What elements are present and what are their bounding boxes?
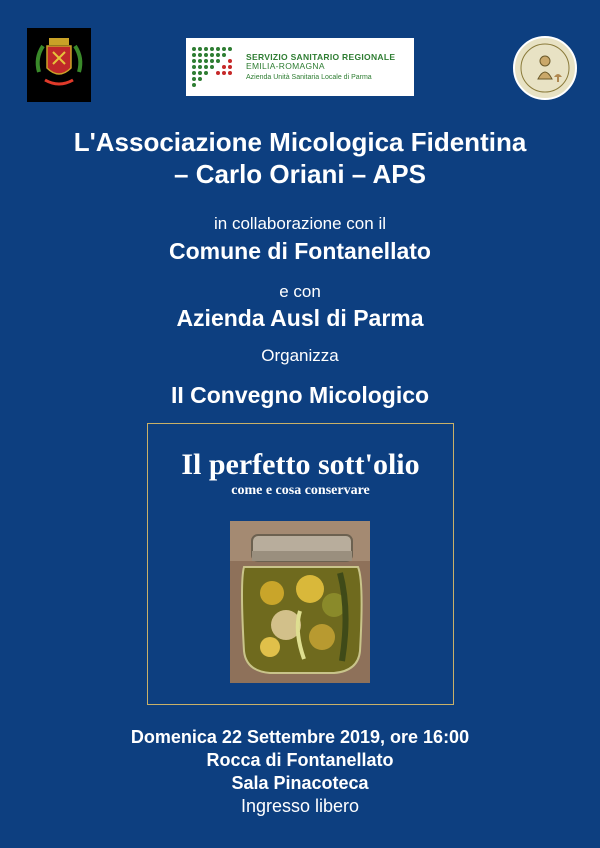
entry-info: Ingresso libero: [240, 796, 360, 816]
comune-name: Comune di Fontanellato: [169, 238, 431, 264]
association-name-line-2: – Carlo Oriani – APS: [174, 159, 426, 189]
panel-subtitle: come e cosa conservare: [231, 483, 370, 498]
jar-of-preserves-photo: [230, 521, 370, 683]
ssr-line-2: EMILIA-ROMAGNA: [246, 60, 325, 71]
ssr-line-1: SERVIZIO SANITARIO REGIONALE: [246, 51, 396, 62]
ssr-line-3: Azienda Unità Sanitaria Locale di Parma: [246, 73, 372, 81]
association-name-line-1: L'Associazione Micologica Fidentina: [73, 127, 527, 157]
panel-title: Il perfetto sott'olio: [181, 448, 420, 481]
association-seal-icon: [513, 36, 577, 100]
event-date: Domenica 22 Settembre 2019, ore 16:00: [130, 727, 470, 747]
ssr-emilia-romagna-logo: [186, 38, 414, 96]
event-title: II Convegno Micologico: [170, 382, 430, 408]
and-with-text: e con: [279, 282, 321, 301]
municipal-crest-icon: [27, 28, 91, 102]
organizza-text: Organizza: [261, 346, 339, 365]
collaboration-intro: in collaborazione con il: [214, 214, 386, 233]
event-place: Rocca di Fontanellato: [206, 750, 394, 770]
azienda-name: Azienda Ausl di Parma: [176, 305, 424, 331]
featured-panel: [147, 423, 454, 705]
ssr-dots-icon: [190, 45, 238, 89]
event-room: Sala Pinacoteca: [231, 773, 369, 793]
